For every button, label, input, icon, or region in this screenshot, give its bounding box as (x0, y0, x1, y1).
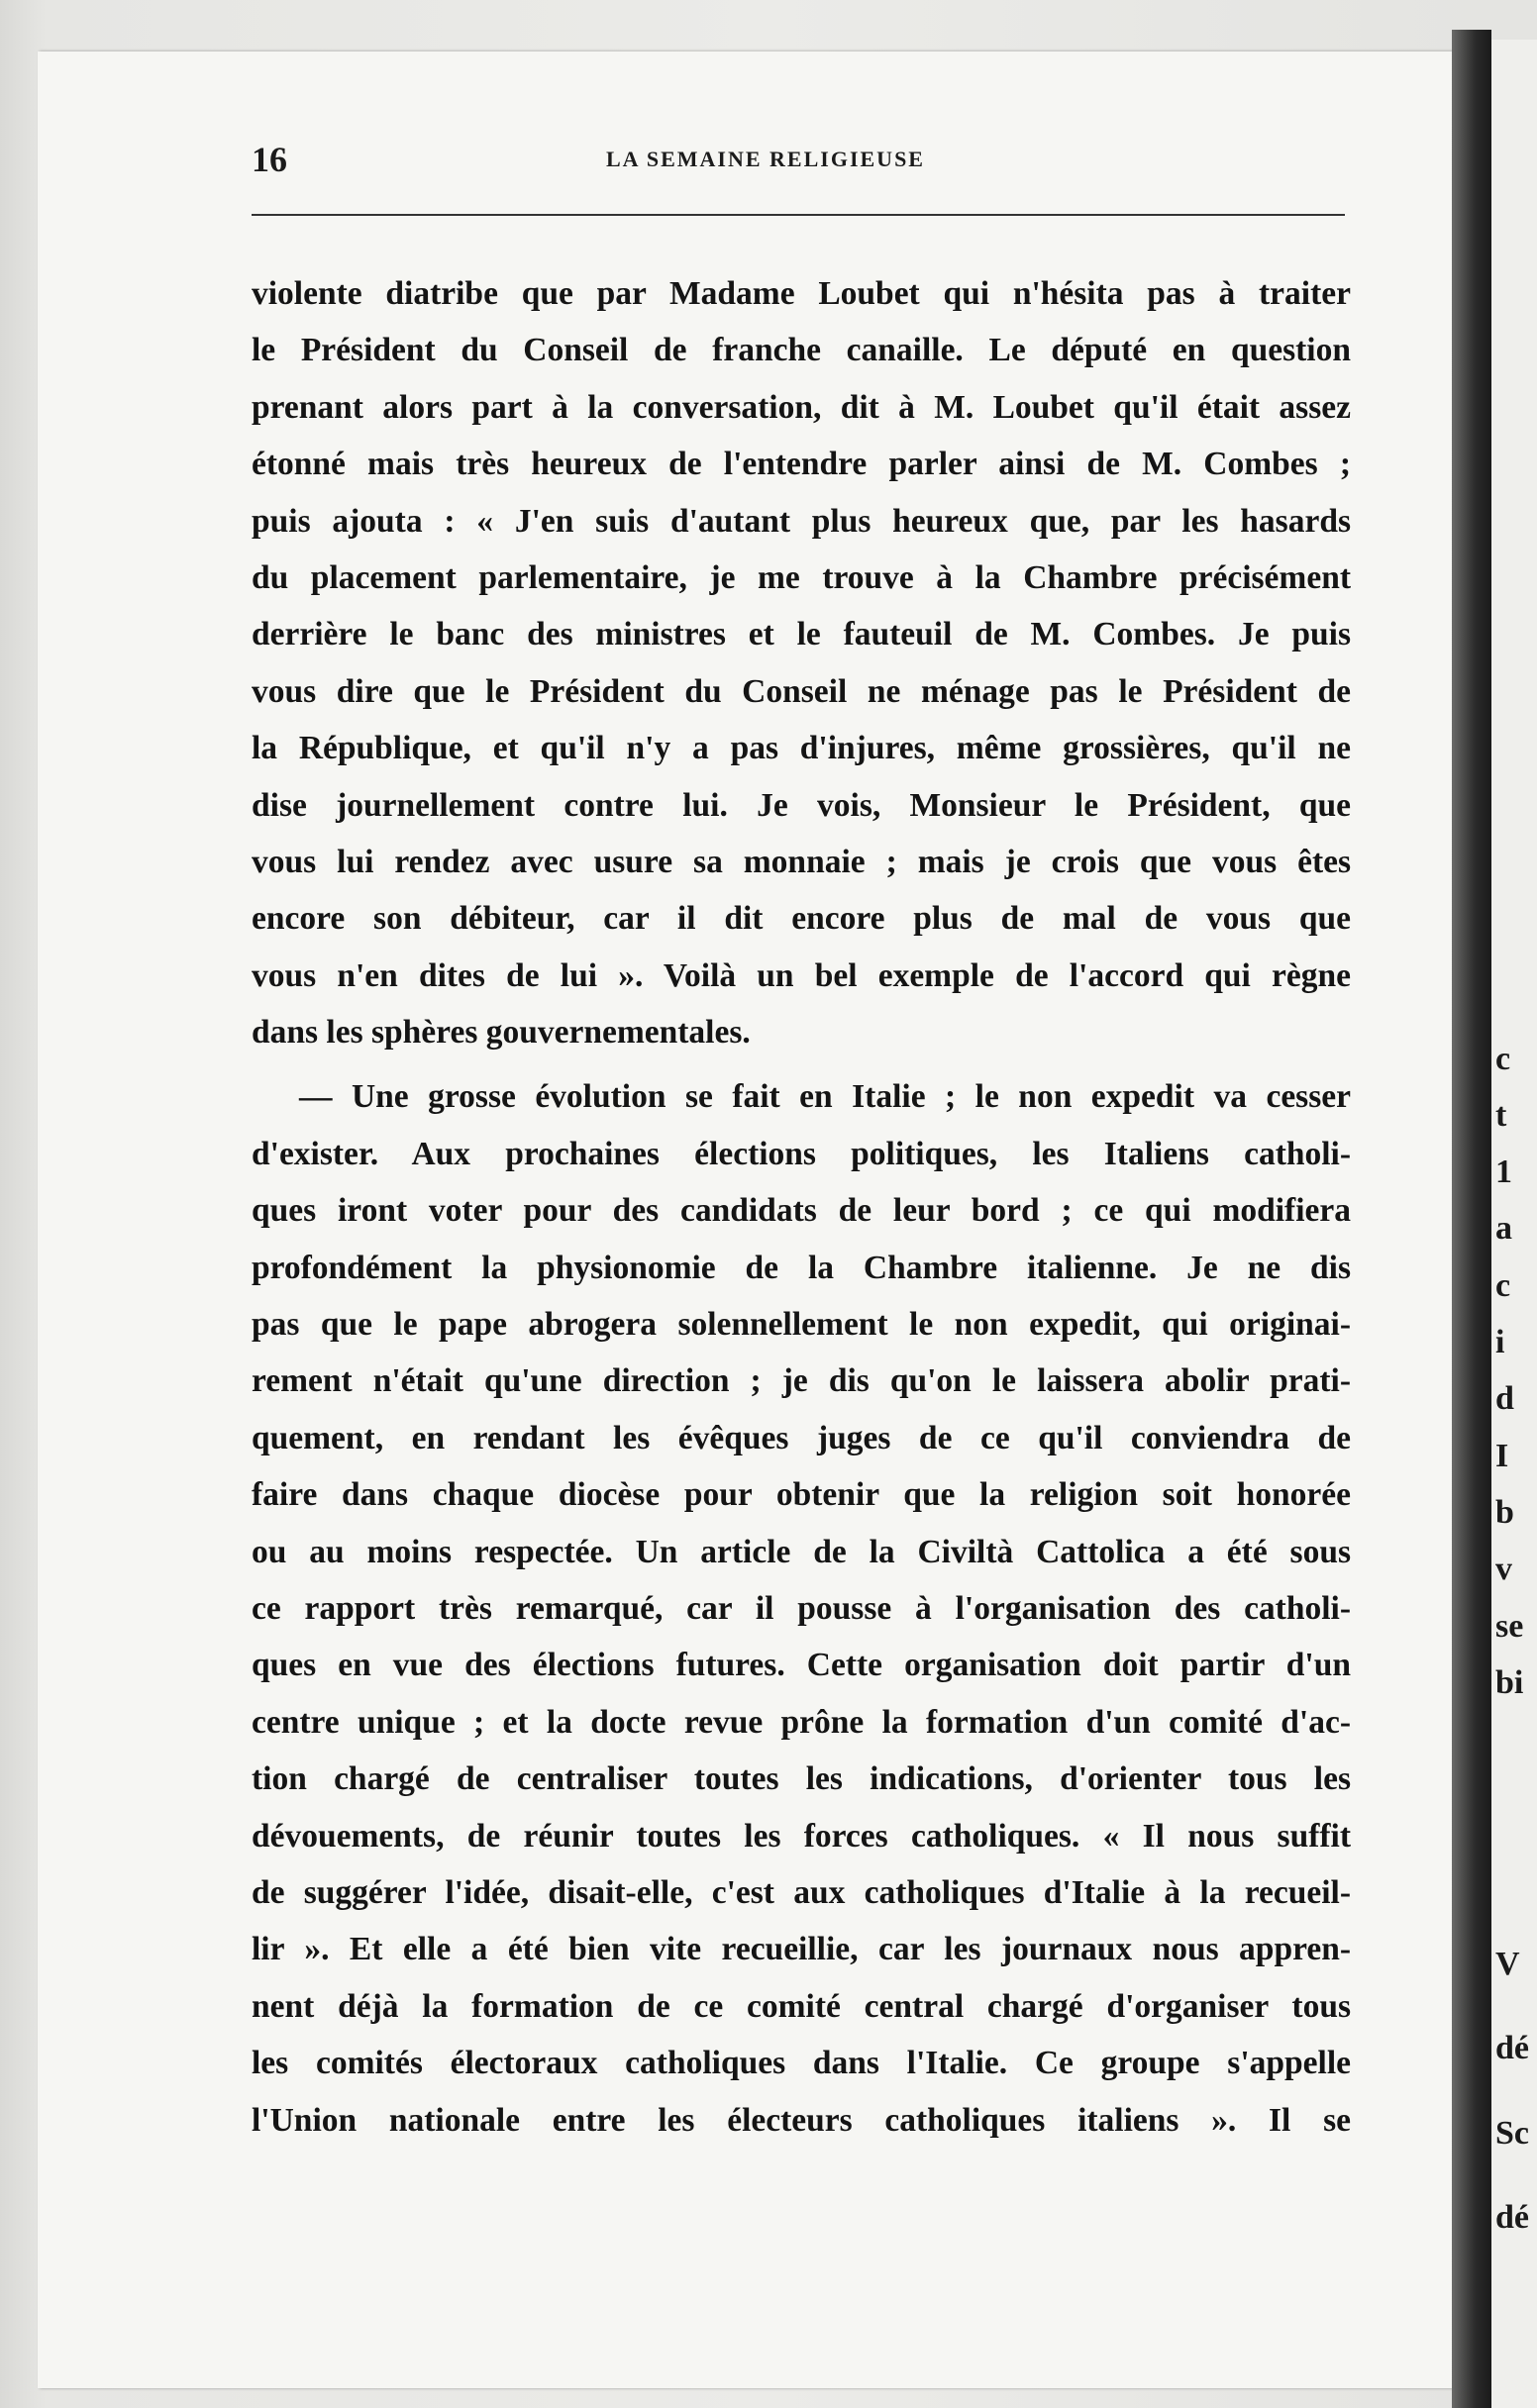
text-line: puis ajouta : « J'en suis d'autant plus heureux que, par les hasards (252, 502, 1351, 540)
adjacent-page-fragment: Sc (1495, 2115, 1529, 2152)
text-line: violente diatribe que par Madame Loubet qui n'hésita pas à traiter (252, 275, 1351, 312)
adjacent-page-fragment: d (1495, 1380, 1514, 1417)
text-line: ques iront voter pour des candidats de leur bord ; ce qui modifiera (252, 1192, 1351, 1230)
header-rule (252, 214, 1345, 216)
text-line: centre unique ; et la docte revue prône la formation d'un comité d'ac- (252, 1703, 1351, 1741)
text-line: lir ». Et elle a été bien vite recueillie, car les journaux nous appren- (252, 1931, 1351, 1968)
adjacent-page-fragment: dé (1495, 2030, 1529, 2066)
adjacent-page-fragment: v (1495, 1551, 1512, 1587)
text-line: nent déjà la formation de ce comité central chargé d'organiser tous (252, 1987, 1351, 2025)
adjacent-page-fragment: a (1495, 1210, 1512, 1247)
text-line: profondément la physionomie de la Chambre italienne. Je ne dis (252, 1249, 1351, 1286)
text-line: dévouements, de réunir toutes les forces catholiques. « Il nous suffit (252, 1817, 1351, 1855)
text-line: encore son débiteur, car il dit encore plus de mal de vous que (252, 900, 1351, 938)
text-line: du placement parlementaire, je me trouve à la Chambre précisément (252, 558, 1351, 596)
page-header (252, 139, 1345, 184)
article-body (252, 265, 1351, 2149)
adjacent-page-fragment: bi (1495, 1664, 1524, 1701)
running-title: LA SEMAINE RELIGIEUSE (606, 147, 925, 171)
text-line: faire dans chaque diocèse pour obtenir que la religion soit honorée (252, 1476, 1351, 1514)
text-line: pas que le pape abrogera solennellement le non expedit, qui originai- (252, 1306, 1351, 1344)
paragraph-non-expedit (252, 1068, 1351, 2148)
text-line: ques en vue des élections futures. Cette organisation doit partir d'un (252, 1647, 1351, 1684)
adjacent-page-fragment: 1 (1495, 1154, 1512, 1190)
text-line: l'Union nationale entre les électeurs catholiques italiens ». Il se (252, 2101, 1351, 2139)
adjacent-page-fragment: c (1495, 1267, 1511, 1304)
text-line: les comités électoraux catholiques dans l'Italie. Ce groupe s'appelle (252, 2045, 1351, 2082)
text-line: dans les sphères gouvernementales. (252, 1014, 751, 1052)
text-line: vous lui rendez avec usure sa monnaie ; mais je crois que vous êtes (252, 843, 1351, 880)
page-number: 16 (252, 140, 287, 179)
adjacent-page-edge (1491, 40, 1537, 2408)
text-line: étonné mais très heureux de l'entendre parler ainsi de M. Combes ; (252, 446, 1351, 483)
text-line: vous n'en dites de lui ». Voilà un bel exemple de l'accord qui règne (252, 956, 1351, 994)
text-line: de suggérer l'idée, disait-elle, c'est aux catholiques d'Italie à la recueil- (252, 1873, 1351, 1911)
adjacent-page-fragment: se (1495, 1608, 1524, 1645)
adjacent-page-fragment: b (1495, 1494, 1514, 1531)
text-line: tion chargé de centraliser toutes les indications, d'orienter tous les (252, 1760, 1351, 1798)
book-binding-gutter (1452, 30, 1491, 2408)
paragraph-gap (252, 1060, 1351, 1068)
text-line: dise journellement contre lui. Je vois, Monsieur le Président, que (252, 786, 1351, 824)
adjacent-page-fragment: V (1495, 1946, 1520, 1982)
text-line: rement n'était qu'une direction ; je dis qu'on le laissera abolir prati- (252, 1362, 1351, 1400)
adjacent-page-fragment: t (1495, 1097, 1507, 1134)
text-line: la République, et qu'il n'y a pas d'injures, même grossières, qu'il ne (252, 730, 1351, 767)
text-line: derrière le banc des ministres et le fauteuil de M. Combes. Je puis (252, 616, 1351, 653)
text-line: vous dire que le Président du Conseil ne ménage pas le Président de (252, 672, 1351, 710)
adjacent-page-fragment: i (1495, 1324, 1505, 1360)
text-line: le Président du Conseil de franche canaille. Le député en question (252, 332, 1351, 369)
text-line: quement, en rendant les évêques juges de ce qu'il conviendra de (252, 1419, 1351, 1456)
text-line: d'exister. Aux prochaines élections politiques, les Italiens catholi- (252, 1135, 1351, 1172)
text-line: prenant alors part à la conversation, dit à M. Loubet qu'il était assez (252, 388, 1351, 426)
text-line: — Une grosse évolution se fait en Italie ; le non expedit va cesser (299, 1078, 1351, 1116)
adjacent-page-fragment: I (1495, 1438, 1509, 1474)
adjacent-page-fragment: c (1495, 1041, 1511, 1077)
text-line: ou au moins respectée. Un article de la Civiltà Cattolica a été sous (252, 1533, 1351, 1570)
adjacent-page-fragment: dé (1495, 2199, 1529, 2236)
paragraph-loubet-combes (252, 265, 1351, 1060)
text-line: ce rapport très remarqué, car il pousse à l'organisation des catholi- (252, 1589, 1351, 1627)
